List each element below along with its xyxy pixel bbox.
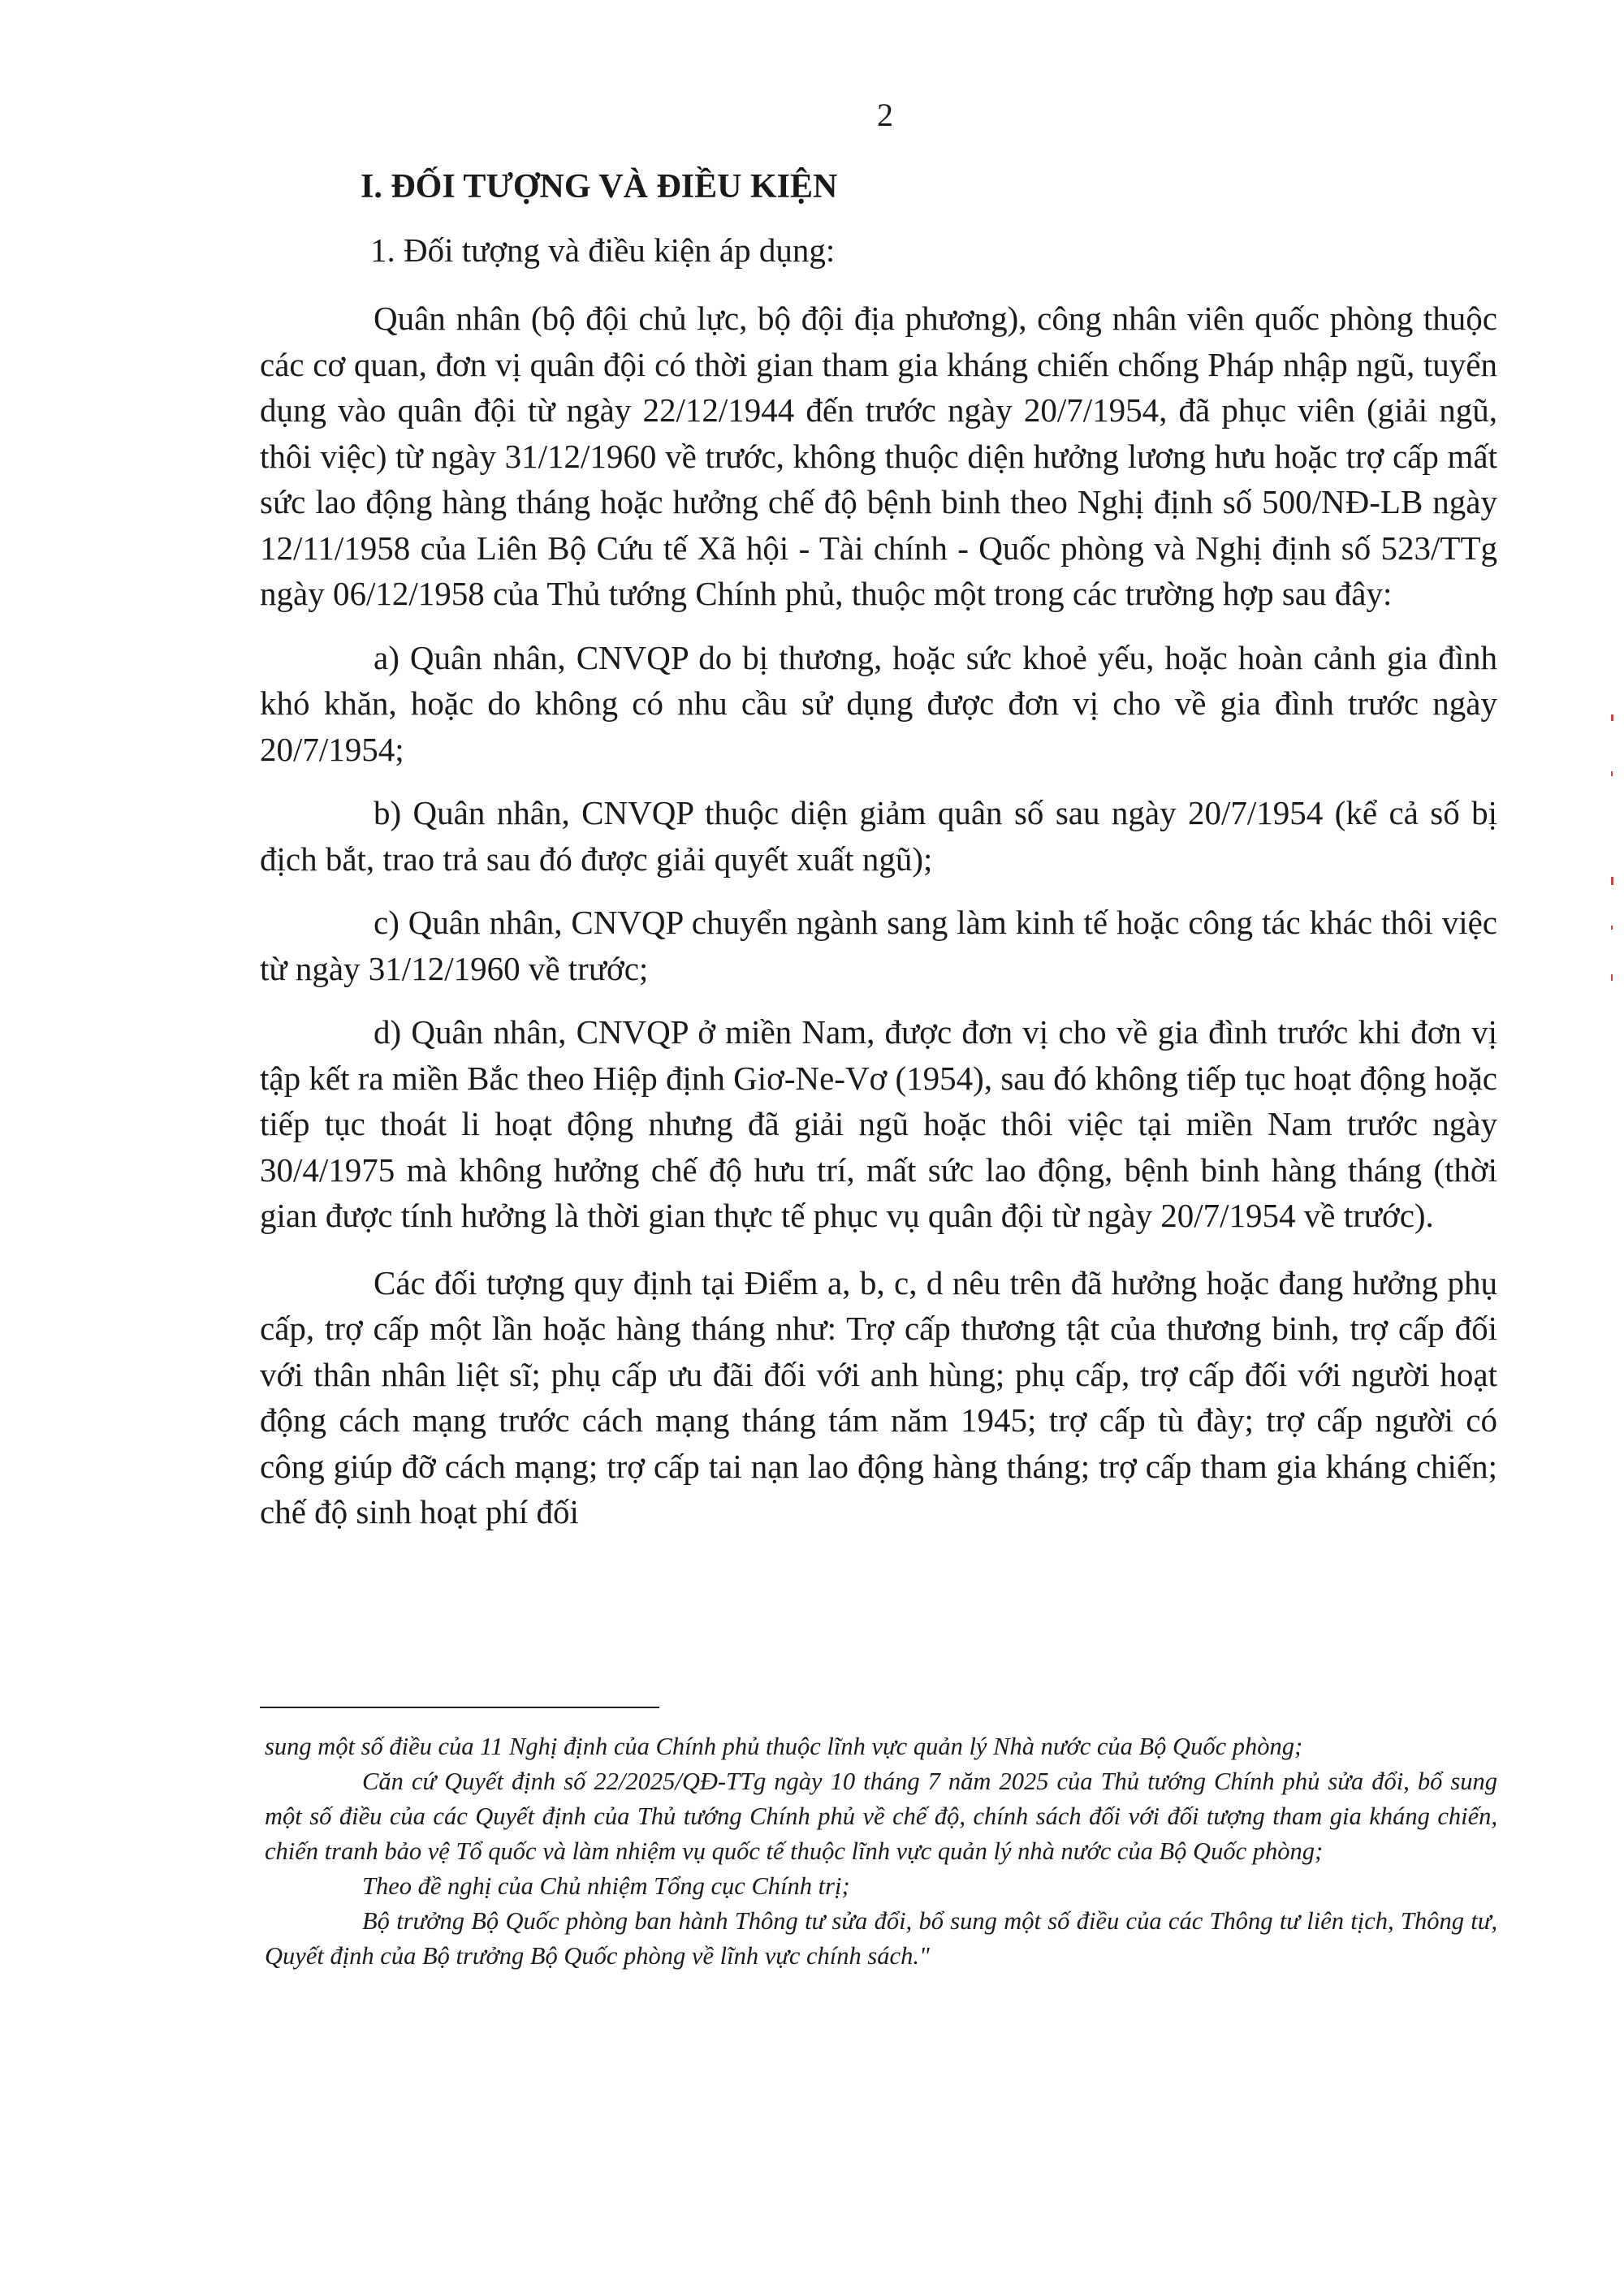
scan-artifact-mark — [1611, 877, 1613, 885]
paragraph-case-a: a) Quân nhân, CNVQP do bị thương, hoặc sức khoẻ yếu, hoặc hoàn cảnh gia đình khó khăn, hoặc do không có nhu cầu sử dụng được đơn vị cho về gia đình trước ngày 20/7/1954; — [260, 638, 1497, 768]
main-text — [260, 167, 1497, 1535]
footnote-line: sung một số điều của 11 Nghị định của Chính phủ thuộc lĩnh vực quản lý Nhà nước của Bộ Quốc phòng; — [265, 1733, 1303, 1760]
scan-artifact-mark — [1611, 974, 1613, 981]
footnote-divider — [260, 1707, 659, 1708]
scan-artifact-mark — [1611, 714, 1613, 721]
scan-artifact-mark — [1611, 926, 1613, 930]
paragraph-intro: Quân nhân (bộ đội chủ lực, bộ đội địa phương), công nhân viên quốc phòng thuộc các cơ quan, đơn vị quân đội có thời gian tham gia kháng chiến chống Pháp nhập ngũ, tuyển dụng vào quân đội từ ngày 22/12/1944 đến trước ngày 20/7/1954, đã phục viên (giải ngũ, thôi việc) từ ngày 31/12/1960 về trước, không thuộc diện hưởng lương hưu hoặc trợ cấp mất sức lao động hàng tháng hoặc hưởng chế độ bệnh binh theo Nghị định số 500/NĐ-LB ngày 12/11/1958 của Liên Bộ Cứu tế Xã hội - Tài chính - Quốc phòng và Nghị định số 523/TTg ngày 06/12/1958 của Thủ tướng Chính phủ, thuộc một trong các trường hợp sau đây: — [260, 300, 1497, 612]
footnote-line: Bộ trưởng Bộ Quốc phòng ban hành Thông tư sửa đổi, bổ sung một số điều của các Thông tư liên tịch, Thông tư, Quyết định của Bộ trưởng Bộ Quốc phòng về lĩnh vực chính sách." — [265, 1907, 1497, 1970]
page-number: 2 — [877, 97, 893, 133]
paragraph-case-b: b) Quân nhân, CNVQP thuộc diện giảm quân số sau ngày 20/7/1954 (kể cả số bị địch bắt, trao trả sau đó được giải quyết xuất ngũ); — [260, 794, 1497, 878]
paragraph-case-c: c) Quân nhân, CNVQP chuyển ngành sang làm kinh tế hoặc công tác khác thôi việc từ ngày 31/12/1960 về trước; — [260, 904, 1497, 987]
section-heading: I. ĐỐI TƯỢNG VÀ ĐIỀU KIỆN — [361, 168, 838, 205]
paragraph-subjects: Các đối tượng quy định tại Điểm a, b, c, d nêu trên đã hưởng hoặc đang hưởng phụ cấp, trợ cấp một lần hoặc hàng tháng như: Trợ cấp thương tật của thương binh, trợ cấp đối với thân nhân liệt sĩ; phụ cấp ưu đãi đối với anh hùng; phụ cấp, trợ cấp đối với người hoạt động cách mạng trước cách mạng tháng tám năm 1945; trợ cấp tù đày; trợ cấp người có công giúp đỡ cách mạng; trợ cấp tai nạn lao động hàng tháng; trợ cấp tham gia kháng chiến; chế độ sinh hoạt phí đối — [260, 1263, 1497, 1530]
footnote-line: Căn cứ Quyết định số 22/2025/QĐ-TTg ngày 10 tháng 7 năm 2025 của Thủ tướng Chính phủ sửa đổi, bổ sung một số điều của các Quyết định của Thủ tướng Chính phủ về chế độ, chính sách đối với đối tượng tham gia kháng chiến, chiến tranh bảo vệ Tổ quốc và làm nhiệm vụ quốc tế thuộc lĩnh vực quản lý nhà nước của Bộ Quốc phòng; — [265, 1768, 1497, 1865]
scan-artifact-mark — [1611, 771, 1613, 776]
subheading: 1. Đối tượng và điều kiện áp dụng: — [370, 231, 836, 269]
paragraph-case-d: d) Quân nhân, CNVQP ở miền Nam, được đơn vị cho về gia đình trước khi đơn vị tập kết ra miền Bắc theo Hiệp định Giơ-Ne-Vơ (1954), sau đó không tiếp tục hoạt động hoặc tiếp tục thoát li hoạt động nhưng đã giải ngũ hoặc thôi việc tại miền Nam trước ngày 30/4/1975 mà không hưởng chế độ hưu trí, mất sức lao động, bệnh binh hàng tháng (thời gian được tính hưởng là thời gian thực tế phục vụ quân đội từ ngày 20/7/1954 về trước). — [260, 1013, 1497, 1234]
footnotes — [265, 1729, 1497, 1974]
footnote-line: Theo đề nghị của Chủ nhiệm Tổng cục Chính trị; — [362, 1872, 850, 1900]
